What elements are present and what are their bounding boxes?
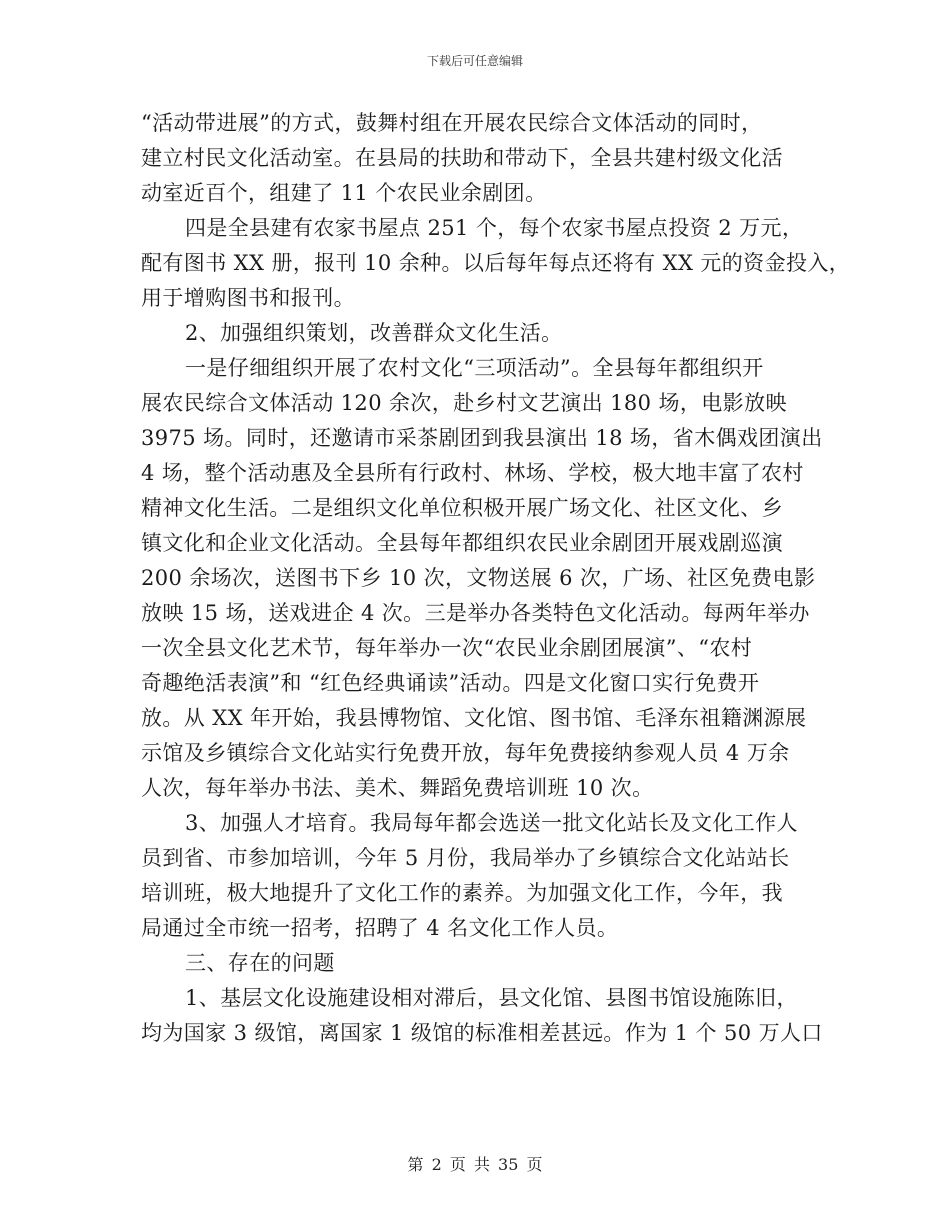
text-line: 一是仔细组织开展了农村文化“三项活动”。全县每年都组织开 <box>185 356 764 380</box>
text-line: 奇趣绝活表演”和 “红色经典诵读”活动。四是文化窗口实行免费开 <box>141 671 760 695</box>
text-line: 镇文化和企业文化活动。全县每年都组织农民业余剧团开展戏剧巡演 <box>141 531 783 555</box>
text-line: 建立村民文化活动室。在县局的扶助和带动下，全县共建村级文化活 <box>141 146 783 170</box>
text-line: 均为国家 3 级馆，离国家 1 级馆的标准相差甚远。作为 1 个 50 万人口 <box>141 1021 823 1045</box>
text-line: 200 余场次，送图书下乡 10 次，文物送展 6 次，广场、社区免费电影 <box>141 566 816 590</box>
text-line: 局通过全市统一招考，招聘了 4 名文化工作人员。 <box>141 916 619 940</box>
page-footer: 第 2 页 共 35 页 <box>407 1155 543 1174</box>
text-line: 用于增购图书和报刊。 <box>141 286 355 310</box>
text-line: 放。从 XX 年开始，我县博物馆、文化馆、图书馆、毛泽东祖籍渊源展 <box>141 706 807 730</box>
text-line: 展农民综合文体活动 120 余次，赴乡村文艺演出 180 场，电影放映 <box>141 391 787 415</box>
text-line: 三、存在的问题 <box>185 951 335 975</box>
document-body <box>141 106 851 1051</box>
text-line: 3975 场。同时，还邀请市采茶剧团到我县演出 18 场，省木偶戏团演出 <box>141 426 823 450</box>
page-header: 下载后可任意编辑 <box>426 54 523 68</box>
text-line: 人次，每年举办书法、美术、舞蹈免费培训班 10 次。 <box>141 776 654 800</box>
text-line: 精神文化生活。二是组织文化单位积极开展广场文化、社区文化、乡 <box>141 496 783 520</box>
text-line: 培训班，极大地提升了文化工作的素养。为加强文化工作，今年，我 <box>141 881 783 905</box>
text-line: 1、基层文化设施建设相对滞后，县文化馆、县图书馆设施陈旧， <box>185 986 798 1010</box>
text-line: 2、加强组织策划，改善群众文化生活。 <box>185 321 563 345</box>
text-line: 员到省、市参加培训，今年 5 月份，我局举办了乡镇综合文化站站长 <box>141 846 790 870</box>
text-line: 四是全县建有农家书屋点 251 个，每个农家书屋点投资 2 万元， <box>185 216 804 240</box>
text-line: 放映 15 场，送戏进企 4 次。三是举办各类特色文化活动。每两年举办 <box>141 601 810 625</box>
text-line: 3、加强人才培育。我局每年都会选送一批文化站长及文化工作人 <box>185 811 798 835</box>
text-line: 配有图书 XX 册，报刊 10 余种。以后每年每点还将有 XX 元的资金投入， <box>141 251 851 275</box>
text-line: 一次全县文化艺术节，每年举办一次“农民业余剧团展演”、“农村 <box>141 636 753 660</box>
text-line: 示馆及乡镇综合文化站实行免费开放，每年免费接纳参观人员 4 万余 <box>141 741 790 765</box>
text-line: “活动带进展”的方式，鼓舞村组在开展农民综合文体活动的同时， <box>141 111 763 135</box>
text-line: 动室近百个，组建了 11 个农民业余剧团。 <box>141 181 547 205</box>
text-line: 4 场，整个活动惠及全县所有行政村、林场、学校，极大地丰富了农村 <box>141 461 804 485</box>
